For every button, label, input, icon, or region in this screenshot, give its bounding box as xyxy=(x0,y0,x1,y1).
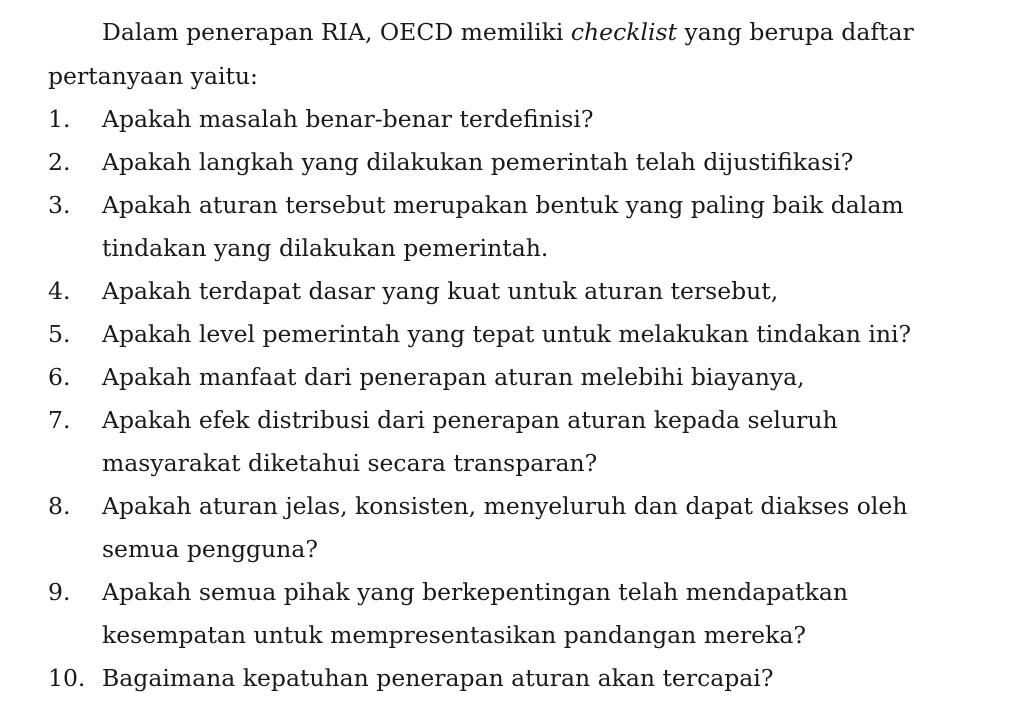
list-item xyxy=(48,98,978,141)
list-item xyxy=(48,399,978,485)
intro-emphasis: checklist xyxy=(570,18,678,46)
list-item xyxy=(48,356,978,399)
list-item-number: 7. xyxy=(48,406,71,434)
list-item-text: Apakah semua pihak yang berkepentingan telah mendapatkan kesempatan untuk mempresentasikan pandangan mereka? xyxy=(102,578,849,649)
list-item xyxy=(48,571,978,657)
list-item-number: 8. xyxy=(48,492,71,520)
list-item-number: 9. xyxy=(48,578,71,606)
intro-paragraph xyxy=(48,10,968,98)
list-item-text: Apakah masalah benar-benar terdefinisi? xyxy=(102,105,594,133)
list-item xyxy=(48,270,978,313)
list-item-number: 1. xyxy=(48,105,71,133)
list-item xyxy=(48,141,978,184)
list-item-number: 5. xyxy=(48,320,71,348)
list-item xyxy=(48,184,978,270)
intro-text-after: yang berupa daftar pertanyaan yaitu: xyxy=(48,18,914,90)
list-item-text: Apakah manfaat dari penerapan aturan melebihi biayanya, xyxy=(102,363,805,391)
list-item xyxy=(48,313,978,356)
list-item-number: 3. xyxy=(48,191,71,219)
list-item-text: Apakah langkah yang dilakukan pemerintah telah dijustifikasi? xyxy=(102,148,854,176)
list-item-text: Apakah aturan jelas, konsisten, menyeluruh dan dapat diakses oleh semua pengguna? xyxy=(102,492,908,563)
list-item-text: Apakah efek distribusi dari penerapan aturan kepada seluruh masyarakat diketahui secara transparan? xyxy=(102,406,838,477)
list-item-number: 4. xyxy=(48,277,71,305)
list-item-number: 10. xyxy=(48,664,86,692)
list-item-text: Apakah level pemerintah yang tepat untuk melakukan tindakan ini? xyxy=(102,320,912,348)
list-item-number: 6. xyxy=(48,363,71,391)
list-item xyxy=(48,657,978,700)
list-item xyxy=(48,485,978,571)
list-item-text: Apakah aturan tersebut merupakan bentuk yang paling baik dalam tindakan yang dilakukan pemerintah. xyxy=(102,191,904,262)
checklist-list xyxy=(48,98,978,700)
list-item-text: Apakah terdapat dasar yang kuat untuk aturan tersebut, xyxy=(102,277,779,305)
list-item-text: Bagaimana kepatuhan penerapan aturan akan tercapai? xyxy=(102,664,774,692)
intro-text-before: Dalam penerapan RIA, OECD memiliki xyxy=(102,18,571,46)
list-item-number: 2. xyxy=(48,148,71,176)
